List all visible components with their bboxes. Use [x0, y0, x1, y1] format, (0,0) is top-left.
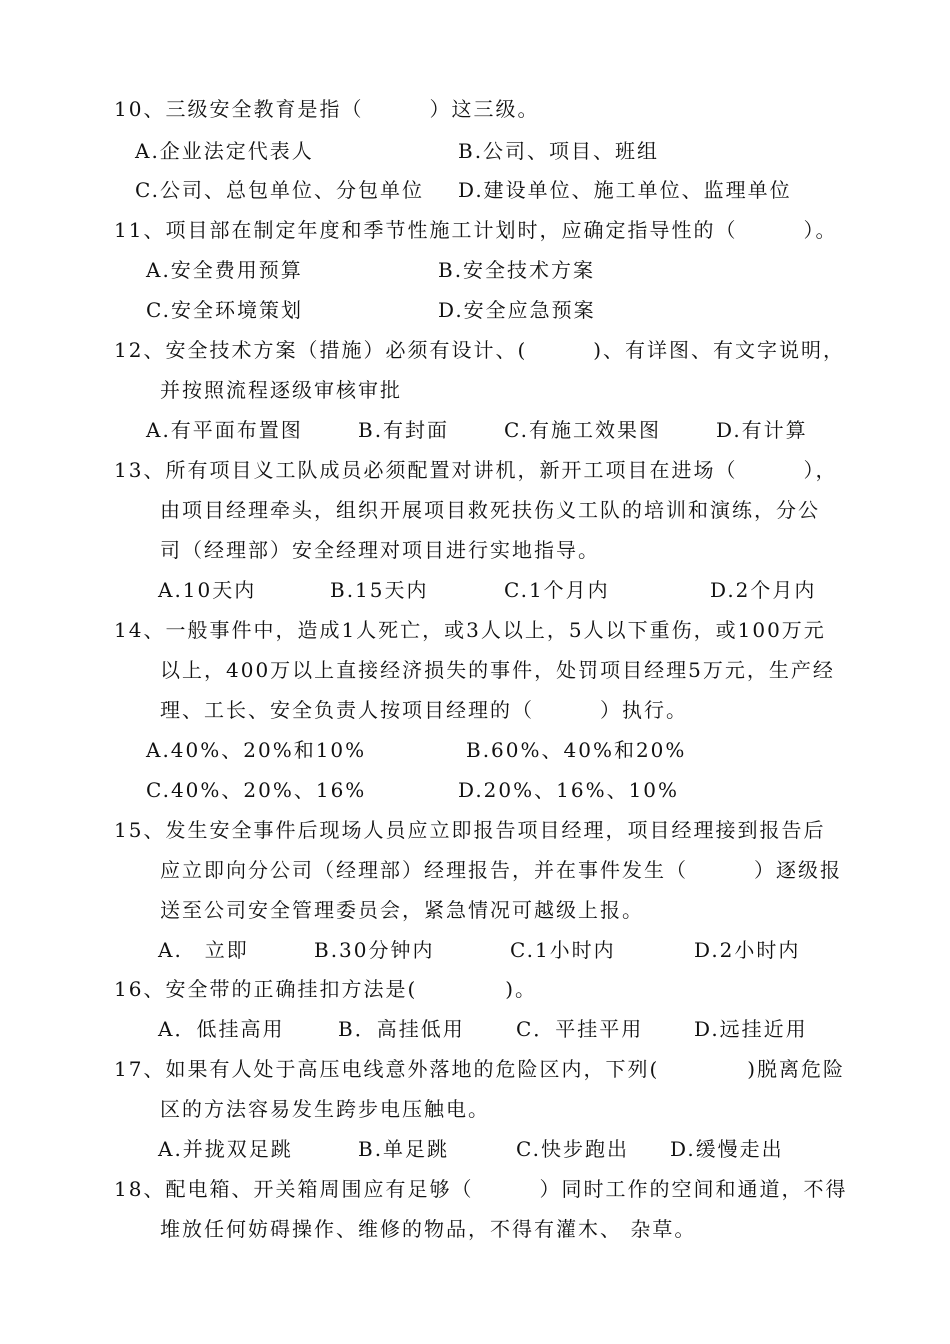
option-b: B.有封面: [358, 418, 450, 442]
question-16: 16、安全带的正确挂扣方法是( )。: [114, 977, 538, 1001]
option-c: C．平挂平用: [516, 1017, 644, 1041]
option-a: A. 立即: [158, 938, 249, 962]
option-d: D.有计算: [716, 418, 808, 442]
option-b: B.单足跳: [358, 1137, 450, 1161]
option-d: D.2个月内: [710, 578, 817, 602]
question-13-cont: 由项目经理牵头，组织开展项目救死扶伤义工队的培训和演练，分公: [160, 498, 820, 522]
question-15-cont: 应立即向分公司（经理部）经理报告，并在事件发生（ ）逐级报: [160, 858, 842, 882]
question-17: 17、如果有人处于高压电线意外落地的危险区内，下列( )脱离危险: [114, 1057, 846, 1081]
option-a: A.10天内: [158, 578, 257, 602]
option-c: C.安全环境策划: [146, 298, 303, 322]
question-10: 10、三级安全教育是指（ ）这三级。: [114, 97, 540, 121]
option-c: C.1小时内: [510, 938, 616, 962]
option-a: A．低挂高用: [158, 1017, 285, 1041]
option-d: D.远挂近用: [694, 1017, 808, 1041]
option-a: A.40%、20%和10%: [146, 738, 367, 762]
option-c: C.1个月内: [504, 578, 610, 602]
question-14-cont: 以上，400万以上直接经济损失的事件，处罚项目经理5万元，生产经: [160, 658, 835, 682]
option-a: A.并拢双足跳: [158, 1137, 293, 1161]
question-17-cont: 区的方法容易发生跨步电压触电。: [160, 1097, 490, 1121]
option-b: B.30分钟内: [314, 938, 435, 962]
option-b: B.15天内: [330, 578, 429, 602]
option-a: A.有平面布置图: [146, 418, 303, 442]
option-d: D.安全应急预案: [438, 298, 596, 322]
option-c: C.40%、20%、16%: [146, 778, 367, 802]
question-12: 12、安全技术方案（措施）必须有设计、( )、有详图、有文字说明，: [114, 338, 846, 362]
option-c: C.公司、总包单位、分包单位: [135, 178, 424, 202]
option-a: A.企业法定代表人: [135, 139, 314, 163]
option-b: B．高挂低用: [338, 1017, 465, 1041]
option-d: D.缓慢走出: [670, 1137, 784, 1161]
question-13: 13、所有项目义工队成员必须配置对讲机，新开工项目在进场（ ），: [114, 458, 838, 482]
option-d: D.建设单位、施工单位、监理单位: [458, 178, 792, 202]
question-13-cont: 司（经理部）安全经理对项目进行实地指导。: [160, 538, 600, 562]
option-d: D.20%、16%、10%: [458, 778, 680, 802]
option-a: A.安全费用预算: [146, 258, 303, 282]
option-b: B.60%、40%和20%: [466, 738, 687, 762]
option-d: D.2小时内: [694, 938, 801, 962]
question-14-cont: 理、工长、安全负责人按项目经理的（ ）执行。: [160, 698, 688, 722]
question-18: 18、配电箱、开关箱周围应有足够（ ）同时工作的空间和通道，不得: [114, 1177, 848, 1201]
option-c: C.有施工效果图: [504, 418, 661, 442]
question-15: 15、发生安全事件后现场人员应立即报告项目经理，项目经理接到报告后: [114, 818, 826, 842]
question-18-cont: 堆放任何妨碍操作、维修的物品，不得有灌木、 杂草。: [160, 1217, 697, 1241]
question-15-cont: 送至公司安全管理委员会，紧急情况可越级上报。: [160, 898, 644, 922]
question-12-cont: 并按照流程逐级审核审批: [160, 378, 402, 402]
question-14: 14、一般事件中，造成1人死亡，或3人以上，5人以下重伤，或100万元: [114, 618, 826, 642]
option-c: C.快步跑出: [516, 1137, 629, 1161]
option-b: B.安全技术方案: [438, 258, 596, 282]
question-11: 11、项目部在制定年度和季节性施工计划时，应确定指导性的（ ）。: [114, 218, 838, 242]
option-b: B.公司、项目、班组: [458, 139, 660, 163]
